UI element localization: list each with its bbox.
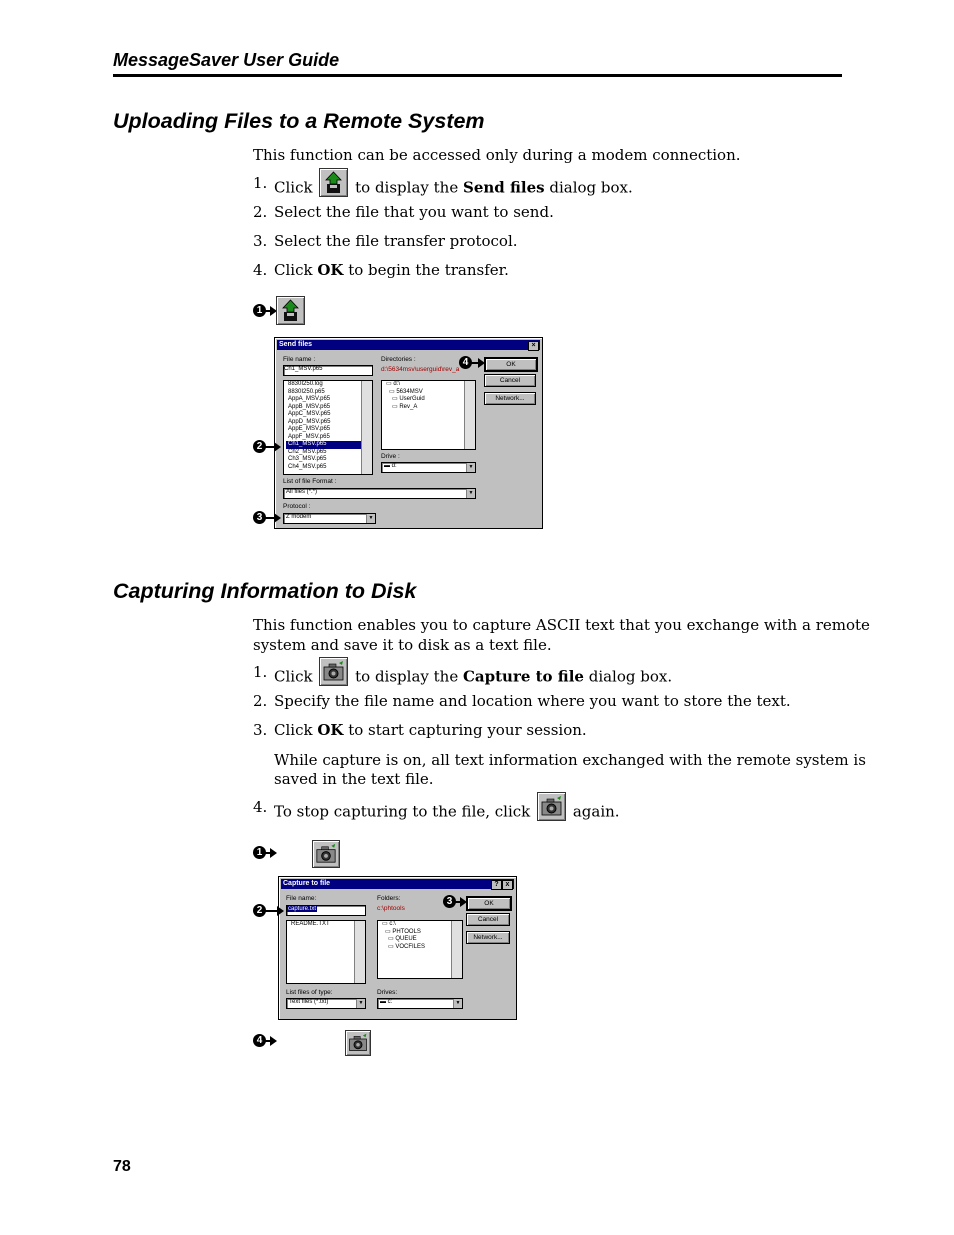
format-value: All files (*.*): [286, 489, 318, 495]
file-list[interactable]: [283, 380, 373, 475]
network-button[interactable]: Network...: [484, 392, 536, 405]
capture-step-2: Specify the file name and location where you want to store the text.: [274, 692, 791, 710]
list-item[interactable]: [380, 929, 462, 937]
step-text: dialog box.: [549, 178, 633, 197]
file-name-value: capture.txt: [288, 906, 317, 912]
step-number: 1.: [253, 663, 268, 681]
callout-arrow: [265, 852, 271, 854]
close-icon[interactable]: x: [502, 880, 513, 890]
capture-note-line-2: saved in the text file.: [274, 770, 434, 788]
hard-drive-icon: ▬: [384, 463, 390, 469]
chevron-down-icon[interactable]: ▼: [453, 999, 462, 1008]
capture-intro-line-1: This function enables you to capture ASCII text that you exchange with a remote: [253, 616, 870, 634]
list-item-label: d:\: [393, 381, 401, 387]
file-type-label: List files of type:: [286, 989, 333, 996]
drive-select[interactable]: [381, 462, 476, 473]
list-item-label: AppE_MSV.p65: [288, 426, 331, 432]
folder-icon: ▭: [388, 943, 396, 950]
capture-intro-line-2: system and save it to disk as a text file.: [253, 636, 552, 654]
folder-list[interactable]: [377, 920, 463, 979]
folder-icon: ▭: [388, 936, 396, 942]
capture-note-line-1: While capture is on, all text information exchanged with the remote system is: [274, 751, 866, 769]
list-item-label: Ch1_MSV.p65: [288, 441, 327, 447]
list-item[interactable]: [286, 456, 372, 464]
list-item-label: 8830I250.log: [288, 381, 323, 387]
list-item[interactable]: [380, 921, 462, 929]
ok-button[interactable]: OK: [466, 896, 512, 911]
list-item-label: Rev_A: [399, 403, 418, 410]
scrollbar[interactable]: [361, 381, 372, 474]
step-number: 2.: [253, 203, 268, 221]
callout-arrow: [265, 517, 275, 519]
chevron-down-icon[interactable]: ▼: [356, 999, 365, 1008]
file-name-label: File name:: [286, 895, 317, 902]
list-item-label: AppD_MSV.p65: [288, 418, 331, 425]
folder-icon: ▭: [382, 921, 390, 927]
header-rule: [113, 74, 842, 77]
list-item[interactable]: [286, 389, 372, 397]
network-button[interactable]: Network...: [466, 931, 510, 944]
list-item-label: README.TXT: [291, 921, 330, 927]
list-item-label: VOCFILES: [395, 943, 426, 950]
callout-arrow: [455, 901, 461, 903]
list-item[interactable]: [286, 449, 372, 457]
callout-4: 4: [253, 1034, 266, 1047]
callout-arrow: [265, 1040, 271, 1042]
callout-arrow: [265, 910, 278, 912]
folder-icon: ▭: [386, 381, 394, 387]
format-label: List of file Format :: [283, 478, 337, 485]
callout-arrow: [471, 362, 479, 364]
list-item[interactable]: [384, 396, 475, 404]
folders-path: c:\phtools: [377, 905, 405, 912]
ok-keyword: OK: [317, 721, 344, 739]
step-text: To stop capturing to the file, click: [274, 802, 531, 821]
step-number: 3.: [253, 232, 268, 250]
step-text: to start capturing your session.: [348, 721, 587, 739]
send-files-icon[interactable]: [319, 168, 348, 197]
directories-label: Directories :: [381, 356, 416, 363]
page-number: 78: [113, 1158, 131, 1175]
folder-icon: ▭: [392, 396, 400, 402]
step-number: 4.: [253, 798, 268, 816]
step-number: 3.: [253, 721, 268, 739]
folder-icon: ▭: [392, 403, 400, 410]
protocol-select[interactable]: [283, 513, 376, 524]
close-icon[interactable]: ×: [528, 341, 539, 351]
scrollbar[interactable]: [451, 921, 462, 978]
list-item-label: AppF_MSV.p65: [288, 433, 330, 440]
step-text: to display the: [355, 667, 459, 686]
chevron-down-icon[interactable]: ▼: [466, 489, 475, 498]
list-item-label: Ch3_MSV.p65: [288, 456, 327, 462]
drives-value: c:: [387, 999, 393, 1005]
list-item[interactable]: [384, 381, 475, 389]
camera-icon[interactable]: [345, 1030, 371, 1056]
list-item[interactable]: [286, 381, 372, 389]
list-item[interactable]: [380, 944, 462, 952]
capture-step-1: [274, 663, 672, 692]
chevron-down-icon[interactable]: ▼: [466, 463, 475, 472]
step-text: again.: [572, 802, 620, 821]
callout-1: 1: [253, 304, 266, 317]
upload-step-3: Select the file transfer protocol.: [274, 232, 518, 250]
send-files-dialog-name: Send files: [462, 178, 545, 197]
scrollbar[interactable]: [464, 381, 475, 449]
list-item[interactable]: [286, 434, 372, 442]
list-item[interactable]: [286, 426, 372, 434]
capture-step-3: [274, 721, 587, 739]
step-text: Click: [274, 667, 313, 686]
list-item[interactable]: [286, 404, 372, 412]
step-text: Click: [274, 178, 313, 197]
list-item[interactable]: [286, 441, 372, 449]
upload-intro: This function can be accessed only during a modem connection.: [253, 146, 741, 164]
list-item-label: AppA_MSV.p65: [288, 396, 331, 402]
chevron-down-icon[interactable]: ▼: [366, 514, 375, 523]
ok-keyword: OK: [317, 261, 344, 279]
upload-step-2: Select the file that you want to send.: [274, 203, 554, 221]
list-item-label: Ch2_MSV.p65: [288, 448, 327, 455]
list-item[interactable]: [384, 404, 475, 412]
callout-4: 4: [459, 356, 472, 369]
file-name-input[interactable]: [286, 905, 366, 916]
folder-icon: ▭: [389, 388, 397, 395]
list-item-label: UserGuid: [399, 396, 425, 402]
step-number: 2.: [253, 692, 268, 710]
file-list[interactable]: [286, 920, 366, 984]
step-text: to display the: [355, 178, 459, 197]
dialog-title-bar: [281, 879, 514, 889]
list-item[interactable]: [384, 389, 475, 397]
step-text: Click: [274, 721, 313, 739]
drive-label: Drive :: [381, 453, 400, 460]
upload-step-1: [274, 174, 633, 203]
file-type-select[interactable]: [286, 998, 366, 1009]
file-type-value: Text files (*.txt): [289, 999, 329, 1005]
capture-to-file-dialog: [278, 876, 517, 1020]
list-item-label: AppC_MSV.p65: [288, 411, 331, 417]
send-files-icon[interactable]: [276, 296, 305, 325]
cancel-button[interactable]: Cancel: [466, 913, 510, 926]
file-name-input[interactable]: Ch1_MSV.p65: [283, 365, 373, 376]
hard-drive-icon: ▬: [380, 999, 386, 1005]
callout-2: 2: [253, 440, 266, 453]
step-text: to begin the transfer.: [348, 261, 509, 279]
list-item-label: 5634MSV: [396, 388, 423, 395]
section-heading-upload: Uploading Files to a Remote System: [113, 109, 485, 133]
callout-arrow: [265, 310, 271, 312]
drives-label: Drives:: [377, 989, 398, 996]
list-item-label: c:\: [389, 921, 396, 927]
camera-icon[interactable]: [312, 840, 340, 868]
protocol-value: Z modem: [286, 514, 312, 520]
step-number: 1.: [253, 174, 268, 192]
camera-icon[interactable]: [319, 657, 348, 686]
list-item-label: PHTOOLS: [392, 928, 421, 935]
cancel-button[interactable]: Cancel: [484, 374, 536, 387]
callout-1: 1: [253, 846, 266, 859]
section-heading-capture: Capturing Information to Disk: [113, 579, 417, 603]
dialog-title: Capture to file: [283, 880, 331, 887]
protocol-label: Protocol :: [283, 503, 311, 510]
callout-arrow: [265, 446, 275, 448]
callout-3: 3: [443, 895, 456, 908]
drive-value: d:: [391, 463, 397, 469]
list-item-label: Ch4_MSV.p65: [288, 463, 327, 470]
list-item-label: QUEUE: [395, 936, 417, 942]
list-item-label: 8830I250.p65: [288, 388, 325, 395]
callout-3: 3: [253, 511, 266, 524]
list-item[interactable]: [286, 411, 372, 419]
folders-label: Folders:: [377, 895, 401, 902]
list-item[interactable]: [286, 396, 372, 404]
format-select[interactable]: [283, 488, 476, 499]
running-header: MessageSaver User Guide: [113, 50, 340, 70]
list-item-label: AppB_MSV.p65: [288, 403, 331, 410]
folder-icon: ▭: [385, 928, 393, 935]
scrollbar[interactable]: [354, 921, 365, 983]
step-number: 4.: [253, 261, 268, 279]
directory-list[interactable]: [381, 380, 476, 450]
drives-select[interactable]: [377, 998, 463, 1009]
ok-button[interactable]: OK: [484, 357, 538, 372]
upload-step-4: [274, 261, 509, 279]
send-files-dialog: [274, 337, 543, 529]
list-item[interactable]: [380, 936, 462, 944]
callout-2: 2: [253, 904, 266, 917]
list-item[interactable]: [286, 419, 372, 427]
help-icon[interactable]: ?: [491, 880, 502, 890]
capture-step-4: [274, 798, 620, 827]
dialog-title: Send files: [279, 341, 313, 348]
file-name-label: File name :: [283, 356, 316, 363]
capture-dialog-name: Capture to file: [462, 667, 584, 686]
step-text: Click: [274, 261, 313, 279]
camera-icon[interactable]: [537, 792, 566, 821]
dialog-title-bar: [277, 340, 540, 350]
directories-path: d:\5634msv\userguid\rev_a: [381, 366, 460, 373]
list-item[interactable]: [286, 464, 372, 472]
step-text: dialog box.: [588, 667, 673, 686]
